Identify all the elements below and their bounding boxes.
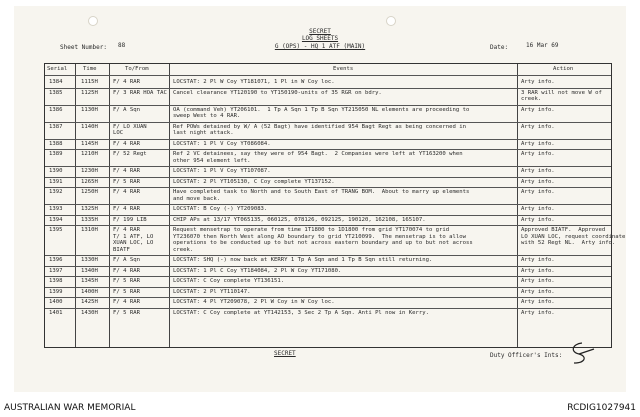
- events-cell: LOCSTAT: 4 Pl YT209078, 2 Pl W Coy in W Coy loc.: [173, 299, 335, 305]
- time-cell: 1115H: [81, 79, 98, 85]
- row-divider: [45, 266, 611, 267]
- action-cell: Arty info.: [521, 216, 555, 223]
- time-cell: 1325H: [81, 206, 98, 212]
- tofrom-cell: F/ 5 RAR: [113, 278, 140, 284]
- row-divider: [45, 225, 611, 226]
- time-cell: 1425H: [81, 299, 98, 305]
- time-cell: 1250H: [81, 189, 98, 195]
- events-cell: Ref POWs detained by W/ A (52 Bagt) have identified 954 Bagt Regt as being concerned in: [173, 123, 466, 130]
- time-cell: 1340H: [81, 267, 98, 274]
- events-cell: LOCSTAT: 1 Pl V Coy YT086084.: [173, 140, 271, 147]
- row-divider: [45, 105, 611, 106]
- tofrom-cell: F/ 52 Regt: [113, 151, 147, 157]
- serial-cell: 1393: [49, 206, 63, 212]
- secret-marking-bottom: SECRET: [274, 350, 296, 357]
- row-divider: [45, 215, 611, 216]
- row-divider: [45, 88, 611, 89]
- action-cell: Arty info.: [521, 288, 555, 295]
- action-cell: creek.: [521, 96, 542, 102]
- events-cell: Request mensetrap to operate from time 1T1800 to 1D1800 from grid YT170074 to grid: [173, 227, 450, 233]
- events-cell: LOCSTAT: 2 Pl YT110147.: [173, 288, 251, 295]
- action-cell: Arty info.: [521, 189, 555, 195]
- secret-marking-top: SECRET: [309, 28, 331, 35]
- serial-cell: 1397: [49, 267, 63, 274]
- time-cell: 1210H: [81, 151, 98, 157]
- row-divider: [45, 308, 611, 309]
- row-divider: [45, 287, 611, 288]
- events-cell: LOCSTAT: SHQ (-) now back at KERRY 1 Tp A Sqn and 1 Tp B Sqn still returning.: [173, 257, 433, 263]
- serial-cell: 1387: [49, 123, 63, 130]
- col-time-header: Time: [83, 66, 97, 72]
- action-cell: with 52 Regt NL. Arty info.: [521, 240, 616, 246]
- time-cell: 1345H: [81, 278, 98, 284]
- col-action-header: Action: [553, 66, 574, 72]
- tofrom-cell: F/ 4 RAR: [113, 140, 140, 147]
- col-tofrom-header: To/From: [125, 66, 149, 72]
- action-cell: Arty info.: [521, 257, 555, 263]
- tofrom-cell: F/ 4 RAR: [113, 168, 140, 174]
- row-divider: [45, 122, 611, 123]
- action-cell: Arty info.: [521, 299, 555, 305]
- col-events-header: Events: [333, 66, 354, 72]
- serial-cell: 1401: [49, 309, 63, 316]
- date-label: Date:: [490, 44, 509, 51]
- time-cell: 1230H: [81, 168, 98, 174]
- tofrom-cell: F/ 3 RAR HOA TAC: [113, 89, 167, 96]
- serial-cell: 1400: [49, 299, 63, 305]
- punch-hole-left: [88, 16, 98, 26]
- serial-cell: 1384: [49, 79, 63, 85]
- serial-cell: 1390: [49, 168, 63, 174]
- serial-cell: 1391: [49, 178, 63, 185]
- action-cell: Arty info.: [521, 140, 555, 147]
- action-cell: Arty info.: [521, 309, 555, 316]
- events-cell: LOCSTAT: C Coy complete at YT142153, 3 Sec 2 Tp A Sqn. Anti Pl now in Kerry.: [173, 309, 429, 316]
- action-cell: Arty info.: [521, 206, 555, 212]
- time-cell: 1400H: [81, 288, 98, 295]
- tofrom-cell: F/ 4 RAR: [113, 189, 140, 195]
- events-cell: CHIP APs at 13/17 YT065135, 060125, 078126, 092125, 190120, 162108, 165107.: [173, 216, 426, 223]
- tofrom-cell: F/ LO XUAN: [113, 123, 147, 130]
- action-cell: Arty info.: [521, 79, 555, 85]
- events-cell: LOCSTAT: 1 Pl V Coy YT107087.: [173, 168, 271, 174]
- tofrom-cell: F/ 199 LIB: [113, 216, 147, 223]
- tofrom-cell: F/ 5 RAR: [113, 178, 140, 185]
- action-cell: Arty info.: [521, 123, 555, 130]
- log-sheet-page: [14, 6, 626, 392]
- punch-hole-right: [386, 16, 396, 26]
- row-divider: [45, 177, 611, 178]
- tofrom-cell: F/ A Sqn: [113, 106, 140, 113]
- sheet-number-label: Sheet Number:: [60, 44, 107, 51]
- action-cell: Arty info.: [521, 151, 555, 157]
- archive-name: AUSTRALIAN WAR MEMORIAL: [4, 403, 136, 413]
- log-sheets-title: LOG SHEETS: [301, 35, 339, 42]
- tofrom-cell: F/ 4 RAR: [113, 206, 140, 212]
- row-divider: [45, 276, 611, 277]
- time-cell: 1335H: [81, 216, 98, 223]
- tofrom-cell: LOC: [113, 130, 124, 136]
- serial-cell: 1398: [49, 278, 63, 284]
- serial-cell: 1395: [49, 227, 63, 233]
- row-divider: [45, 204, 611, 205]
- tofrom-cell: F/ 4 RAR: [113, 227, 140, 233]
- row-divider: [45, 187, 611, 188]
- serial-cell: 1388: [49, 140, 63, 147]
- date-value: 16 Mar 69: [526, 42, 559, 49]
- events-cell: other 954 element left.: [173, 157, 251, 164]
- serial-cell: 1396: [49, 257, 63, 263]
- serial-cell: 1385: [49, 89, 63, 96]
- tofrom-cell: F/ 5 RAR: [113, 309, 140, 316]
- tofrom-cell: F/ 4 RAR: [113, 79, 140, 85]
- action-cell: Arty info.: [521, 267, 555, 274]
- time-cell: 1130H: [81, 106, 98, 113]
- events-cell: Ref 2 VC detainees, say they were of 954 Bagt. 2 Companies were left at YT163200 when: [173, 151, 463, 157]
- tofrom-cell: XUAN LOC, LO: [113, 240, 154, 246]
- events-cell: LOCSTAT: 2 Pl W Coy YT181071, 1 Pl in W Coy loc.: [173, 79, 335, 85]
- row-divider: [45, 166, 611, 167]
- events-cell: LOCSTAT: 2 Pl YT105130, C Coy complete YT137152.: [173, 178, 335, 185]
- time-cell: 1310H: [81, 227, 98, 233]
- events-cell: LOCSTAT: B Coy (-) YT209083.: [173, 206, 268, 212]
- serial-cell: 1389: [49, 151, 63, 157]
- col-serial-header: Serial: [47, 66, 68, 72]
- duty-officer-signature: [560, 340, 600, 366]
- events-cell: last night attack.: [173, 130, 234, 136]
- time-cell: 1140H: [81, 123, 98, 130]
- log-table: [44, 63, 626, 348]
- time-cell: 1430H: [81, 309, 98, 316]
- time-cell: 1330H: [81, 257, 98, 263]
- sheet-number-value: 88: [118, 42, 126, 49]
- archive-id: RCDIG1027941: [567, 403, 636, 413]
- row-divider: [45, 139, 611, 140]
- events-cell: operations to be conducted up to but not across eastern boundary and up to but not across: [173, 240, 473, 246]
- row-divider: [45, 297, 611, 298]
- action-cell: Arty info.: [521, 168, 555, 174]
- action-cell: Arty info.: [521, 106, 555, 113]
- action-cell: Approved BIATF. Approved: [521, 227, 606, 233]
- time-cell: 1265H: [81, 178, 98, 185]
- events-cell: LOCSTAT: 1 Pl C Coy YT184084, 2 Pl W Coy YT171080.: [173, 267, 342, 274]
- unit-title: G (OPS) - HQ 1 ATF (MAIN): [274, 43, 366, 50]
- action-cell: LO XUAN LOC, request coordinate: [521, 233, 626, 240]
- tofrom-cell: F/ 5 RAR: [113, 288, 140, 295]
- time-cell: 1145H: [81, 140, 98, 147]
- events-cell: OA (command Veh) YT206101. 1 Tp A Sqn 1 Tp B Sqn YT215050 NL elements are proceeding to: [173, 106, 470, 113]
- events-cell: YT236070 then North West along AO boundary to grid YT210099. The mensetrap is to allow: [173, 233, 466, 240]
- action-cell: Arty info.: [521, 178, 555, 185]
- events-cell: LOCSTAT: C Coy complete YT136151.: [173, 278, 285, 284]
- duty-officer-label: Duty Officer's Ints:: [490, 352, 563, 359]
- tofrom-cell: F/ A Sqn: [113, 257, 140, 263]
- row-divider: [45, 255, 611, 256]
- action-cell: Arty info.: [521, 278, 555, 284]
- time-cell: 1125H: [81, 89, 98, 96]
- serial-cell: 1386: [49, 106, 63, 113]
- events-cell: Have completed task to North and to South East of TRANG BOM. About to marry up elements: [173, 189, 470, 195]
- serial-cell: 1394: [49, 216, 63, 223]
- archive-footer: [0, 395, 640, 417]
- serial-cell: 1399: [49, 288, 63, 295]
- events-cell: sweep West to 4 RAR.: [173, 113, 241, 119]
- events-cell: creek.: [173, 246, 194, 253]
- tofrom-cell: F/ 4 RAR: [113, 267, 140, 274]
- tofrom-cell: BIATF: [113, 246, 130, 253]
- tofrom-cell: T/ 1 ATF, LO: [113, 233, 154, 240]
- events-cell: Cancel clearance YT120190 to YT150190-units of 35 RGR on bdry.: [173, 89, 382, 96]
- row-divider: [45, 149, 611, 150]
- tofrom-cell: F/ 4 RAR: [113, 299, 140, 305]
- events-cell: and move back.: [173, 195, 221, 202]
- action-cell: 3 RAR will not move W of: [521, 89, 602, 96]
- serial-cell: 1392: [49, 189, 63, 195]
